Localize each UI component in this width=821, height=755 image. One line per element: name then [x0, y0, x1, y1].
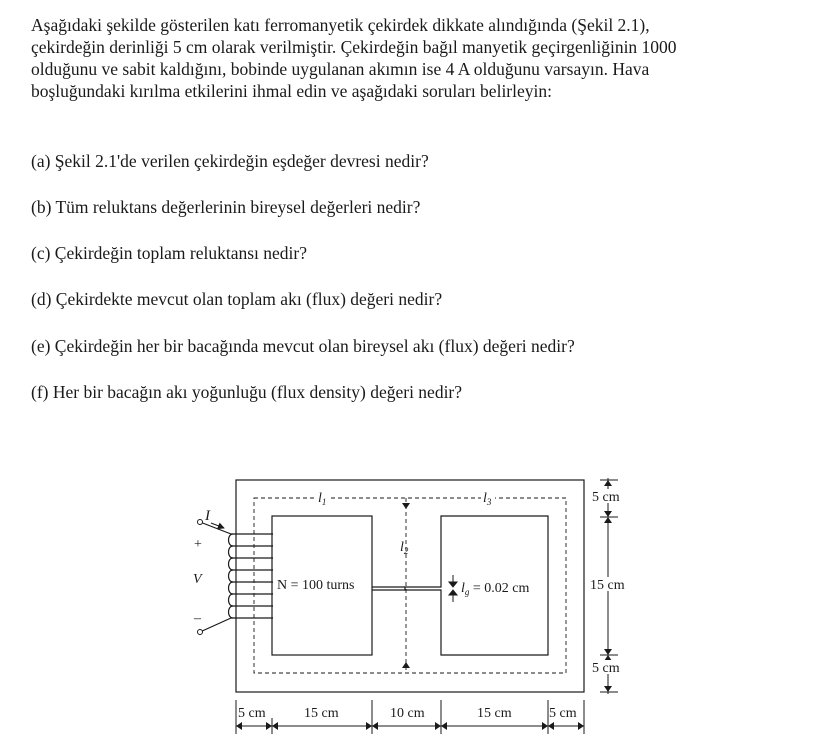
center-leg	[372, 587, 405, 590]
gap-label: $l_g = 0.02$ cm	[461, 581, 530, 597]
dim-right-mid: 15 cm	[590, 578, 625, 593]
question-b: (b) Tüm reluktans değerlerinin bireysel değerleri nedir?	[31, 197, 421, 217]
l1-label: $l_1$	[318, 491, 327, 507]
minus-sign: –	[194, 611, 201, 626]
intro-line: Aşağıdaki şekilde gösterilen katı ferromanyetik çekirdek dikkate alındığında (Şekil 2.1),	[31, 15, 650, 35]
plus-sign: +	[194, 537, 202, 552]
question-e: (e) Çekirdeğin her bir bacağında mevcut olan bireysel akı (flux) değeri nedir?	[31, 336, 575, 356]
dim-bottom-3: 10 cm	[390, 706, 425, 721]
dim-bottom-2: 15 cm	[304, 706, 339, 721]
dim-bottom-5: 5 cm	[549, 706, 577, 721]
intro-line: olduğunu ve sabit kaldığını, bobinde uygulanan akımın ise 4 A olduğunu varsayın. Hava	[31, 59, 650, 79]
l3-label: $l_3$	[483, 491, 492, 507]
dim-bottom-1: 5 cm	[238, 706, 266, 721]
intro-line: boşluğundaki kırılma etkilerini ihmal edin ve aşağıdaki soruları belirleyin:	[31, 81, 552, 101]
dim-bottom-4: 15 cm	[477, 706, 512, 721]
bottom-terminal-icon	[198, 630, 203, 635]
voltage-label: V	[193, 572, 202, 587]
gap-arrows	[449, 575, 457, 602]
question-d: (d) Çekirdekte mevcut olan toplam akı (flux) değeri nedir?	[31, 289, 443, 309]
top-terminal-icon	[198, 520, 203, 525]
dim-right-bot: 5 cm	[592, 661, 620, 676]
turns-label: N = 100 turns	[277, 578, 355, 593]
intro-line: çekirdeğin derinliği 5 cm olarak verilmiştir. Çekirdeğin bağıl manyetik geçirgenliğinin 1000	[31, 37, 677, 57]
current-label: I	[205, 508, 210, 524]
question-a: (a) Şekil 2.1'de verilen çekirdeğin eşdeğer devresi nedir?	[31, 151, 429, 171]
l2-label: $l_2$	[400, 540, 409, 556]
question-f: (f) Her bir bacağın akı yoğunluğu (flux density) değeri nedir?	[31, 382, 463, 402]
question-c: (c) Çekirdeğin toplam reluktansı nedir?	[31, 243, 308, 263]
dim-right-top: 5 cm	[592, 490, 620, 505]
